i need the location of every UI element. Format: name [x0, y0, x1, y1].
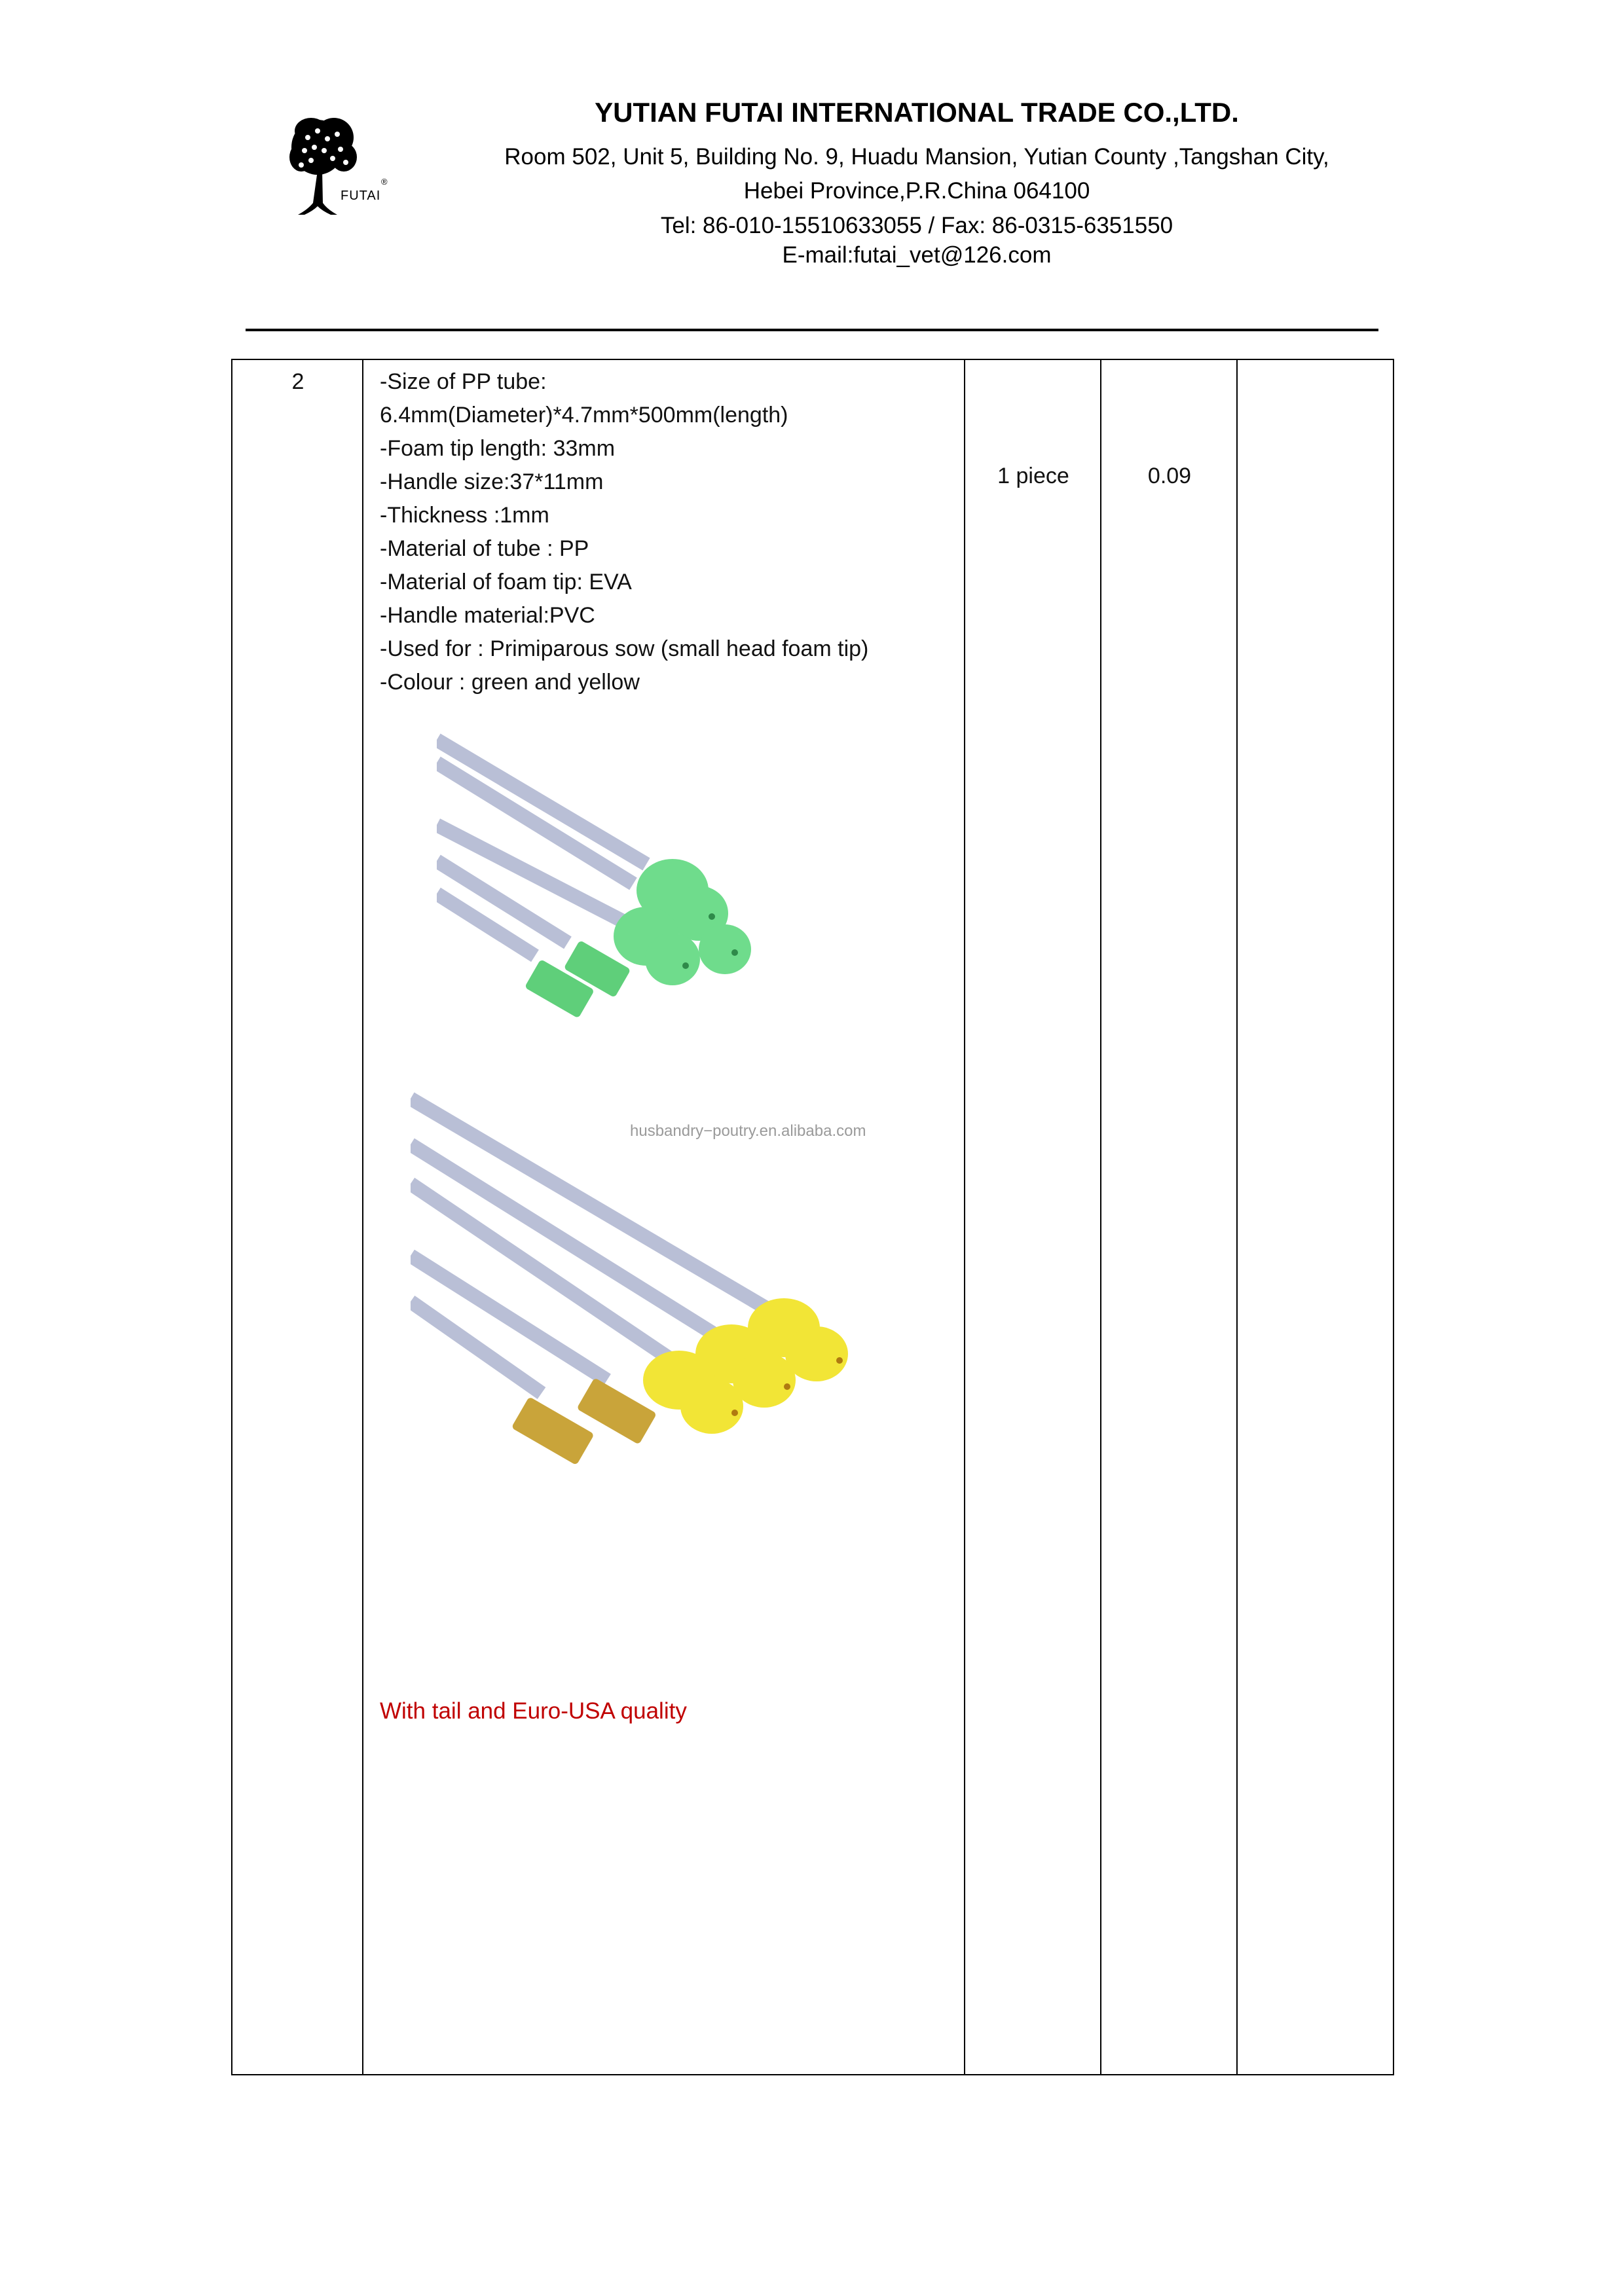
- spec-line: -Material of tube : PP: [380, 536, 589, 561]
- unit-price: 0.09: [1147, 464, 1192, 488]
- quantity: 1 piece: [997, 464, 1069, 488]
- catheter-illustration-icon: [411, 1085, 928, 1504]
- column-divider: [964, 360, 965, 2074]
- address-line-2: Hebei Province,P.R.China 064100: [743, 178, 1090, 204]
- spec-line: -Thickness :1mm: [380, 503, 549, 528]
- header-divider: [246, 329, 1378, 331]
- spec-line: -Colour : green and yellow: [380, 670, 640, 695]
- column-divider: [362, 360, 363, 2074]
- spec-list: [380, 365, 956, 699]
- spec-line: -Material of foam tip: EVA: [380, 570, 632, 594]
- item-number: 2: [291, 369, 304, 394]
- spec-line: 6.4mm(Diameter)*4.7mm*500mm(length): [380, 403, 788, 428]
- product-table: [231, 359, 1394, 2075]
- address-line-1: Room 502, Unit 5, Building No. 9, Huadu Mansion, Yutian County ,Tangshan City,: [504, 144, 1329, 170]
- logo-text: FUTAI: [341, 189, 381, 203]
- watermark: husbandry−poutry.en.alibaba.com: [630, 1122, 866, 1140]
- green-catheter-photo: [437, 727, 764, 1054]
- spec-line: -Used for : Primiparous sow (small head foam tip): [380, 636, 869, 661]
- spec-line: -Handle material:PVC: [380, 603, 595, 628]
- spec-line: -Size of PP tube:: [380, 369, 547, 394]
- company-name: YUTIAN FUTAI INTERNATIONAL TRADE CO.,LTD.: [595, 97, 1239, 128]
- spec-line: -Foam tip length: 33mm: [380, 436, 616, 461]
- contact-line: Tel: 86-010-15510633055 / Fax: 86-0315-6351550: [660, 213, 1173, 238]
- column-divider: [1100, 360, 1101, 2074]
- yellow-catheter-photo: [411, 1085, 928, 1504]
- spec-line: -Handle size:37*11mm: [380, 469, 604, 494]
- catheter-illustration-icon: [437, 727, 764, 1054]
- quality-note: With tail and Euro-USA quality: [380, 1698, 687, 1724]
- email-line: E-mail:futai_vet@126.com: [782, 242, 1052, 268]
- column-divider: [1236, 360, 1238, 2074]
- registered-mark-icon: ®: [381, 177, 388, 187]
